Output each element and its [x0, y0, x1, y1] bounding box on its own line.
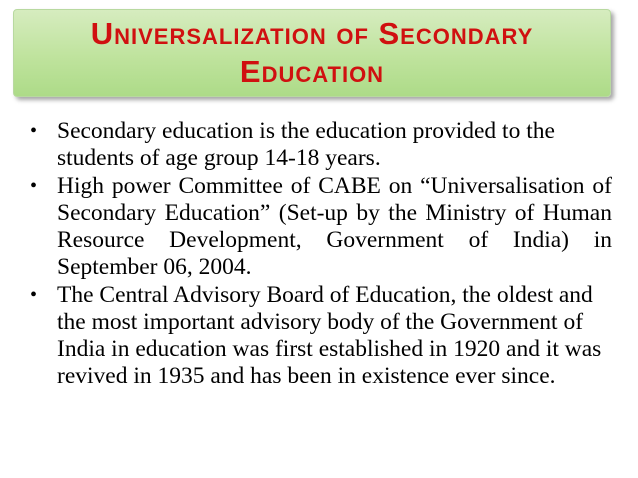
bullet-icon: •	[30, 120, 38, 142]
title-banner	[13, 9, 611, 97]
bullet-icon: •	[30, 175, 38, 197]
bullet-item	[30, 173, 612, 281]
bullet-item	[30, 282, 612, 390]
bullet-icon: •	[30, 284, 38, 306]
bullet-text: High power Committee of CABE on “Universalisation of Secondary Education” (Set-up by the Ministry of Human Resource Development, Government of India) in September 06, 2004.	[57, 173, 612, 280]
bullet-list	[30, 118, 612, 391]
bullet-text: Secondary education is the education provided to the students of age group 14-18 years.	[57, 118, 555, 171]
bullet-text: The Central Advisory Board of Education, the oldest and the most important advisory body of the Government of India in education was first established in 1920 and it was revived in 1935 and has been in existence ever since.	[57, 282, 602, 389]
bullet-item	[30, 118, 612, 172]
slide-title: Universalization of Secondary Education	[90, 16, 534, 89]
